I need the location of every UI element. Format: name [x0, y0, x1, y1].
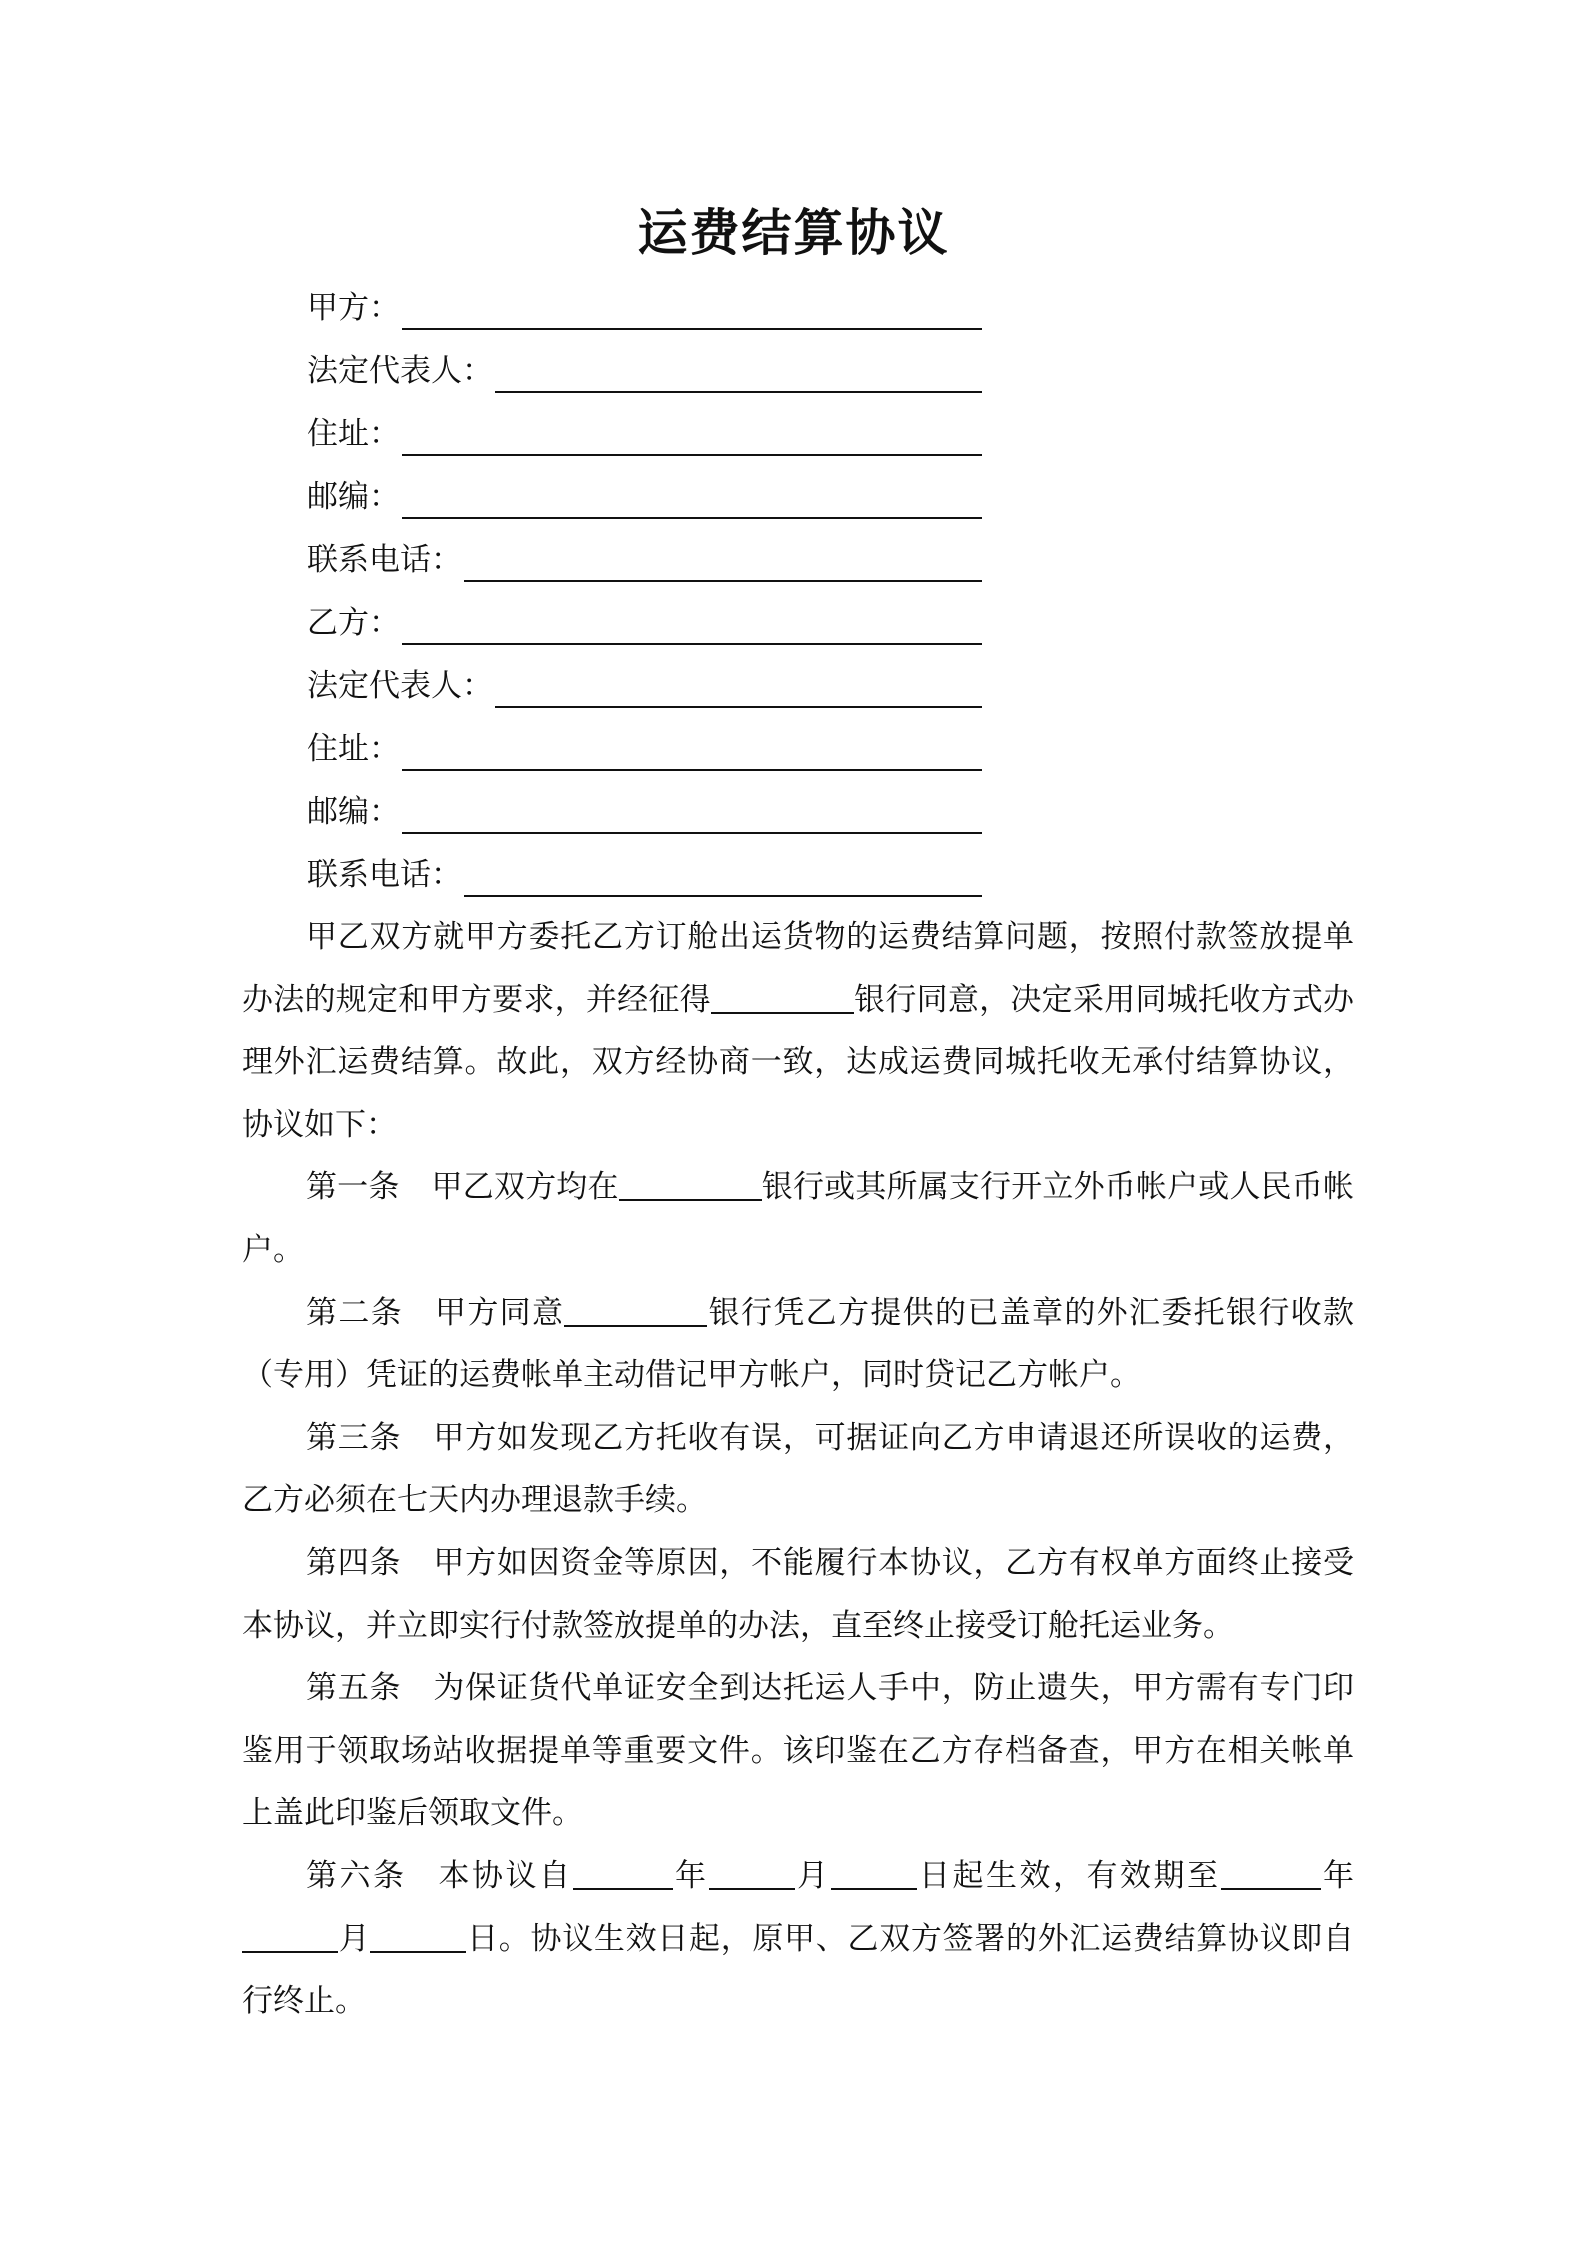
article-3-text: 甲方如发现乙方托收有误，可据证向乙方申请退还所误收的运费，乙方必须在七天内办理退款手续。 — [242, 1419, 1355, 1519]
article-1-bank-blank[interactable] — [619, 1169, 762, 1201]
article-6-text-2: 日起生效，有效期至 — [916, 1857, 1221, 1894]
article-6-start-day-blank[interactable] — [831, 1858, 917, 1890]
article-1-paragraph — [242, 1156, 1354, 1281]
party-a-phone-blank[interactable] — [464, 540, 982, 582]
party-a-postcode-field — [307, 471, 982, 519]
party-a-rep-blank[interactable] — [495, 351, 982, 393]
party-b-rep-blank[interactable] — [495, 666, 982, 708]
article-1-text-1: 甲乙双方均在 — [431, 1169, 619, 1206]
article-4-heading: 第四条 — [306, 1544, 402, 1581]
preamble-paragraph — [242, 906, 1354, 1156]
article-6-text-3: 日。协议生效日起，原甲、乙双方签署的外汇运费结算协议即自行终止。 — [242, 1920, 1355, 2020]
party-b-address-blank[interactable] — [402, 729, 982, 771]
party-a-postcode-label: 邮编： — [307, 479, 400, 515]
article-5-paragraph — [242, 1657, 1354, 1845]
preamble-text-2: 银行同意，决定采用同城托收方式办理外汇运费结算。故此，双方经协商一致，达成运费同城托收无承付结算协议，协议如下： — [242, 981, 1355, 1143]
preamble-bank-blank[interactable] — [711, 982, 854, 1014]
party-b-name-blank[interactable] — [402, 603, 982, 645]
party-a-address-blank[interactable] — [402, 414, 982, 456]
party-b-name-field — [307, 597, 982, 645]
article-2-heading: 第二条 — [306, 1294, 403, 1331]
article-6-heading: 第六条 — [306, 1857, 407, 1894]
party-a-name-field — [307, 282, 982, 330]
party-b-phone-label: 联系电话： — [307, 857, 462, 893]
document-title: 运费结算协议 — [637, 203, 950, 262]
party-b-postcode-field — [307, 786, 982, 834]
party-a-rep-field — [307, 345, 982, 393]
party-b-rep-label: 法定代表人： — [307, 668, 493, 704]
article-1-text-2: 银行或其所属支行开立外币帐户或人民币帐户。 — [242, 1169, 1355, 1268]
article-6-year-label: 年 — [672, 1857, 709, 1894]
agreement-body — [242, 906, 1354, 2033]
party-a-rep-label: 法定代表人： — [307, 353, 493, 389]
party-b-name-label: 乙方： — [307, 605, 400, 641]
article-4-paragraph — [242, 1532, 1354, 1657]
party-b-postcode-label: 邮编： — [307, 794, 400, 830]
party-b-phone-field — [307, 849, 982, 897]
party-a-address-label: 住址： — [307, 416, 400, 452]
party-b-rep-field — [307, 660, 982, 708]
article-4-text: 甲方如因资金等原因，不能履行本协议，乙方有权单方面终止接受本协议，并立即实行付款签放提单的办法，直至终止接受订舱托运业务。 — [242, 1544, 1355, 1644]
preamble-text-1: 甲乙双方就甲方委托乙方订舱出运货物的运费结算问题，按照付款签放提单办法的规定和甲方要求，并经征得 — [242, 919, 1354, 1018]
party-a-phone-field — [307, 534, 982, 582]
article-6-end-year-blank-part[interactable] — [1221, 1858, 1321, 1890]
article-6-end-day-blank[interactable] — [370, 1921, 466, 1953]
article-3-paragraph — [242, 1407, 1354, 1532]
party-a-phone-label: 联系电话： — [307, 542, 462, 578]
party-b-address-label: 住址： — [307, 731, 400, 767]
party-a-name-label: 甲方： — [307, 290, 400, 326]
article-2-text-2: 银行凭乙方提供的已盖章的外汇委托银行收款（专用）凭证的运费帐单主动借记甲方帐户，同时贷记乙方帐户。 — [242, 1294, 1355, 1394]
article-2-bank-blank[interactable] — [564, 1295, 707, 1327]
article-6-year2-label: 年 — [1320, 1857, 1354, 1894]
article-5-text: 为保证货代单证安全到达托运人手中，防止遗失，甲方需有专门印鉴用于领取场站收据提单等重要文件。该印鉴在乙方存档备查，甲方在相关帐单上盖此印鉴后领取文件。 — [242, 1670, 1355, 1832]
article-6-end-month-blank[interactable] — [242, 1921, 338, 1953]
party-b-postcode-blank[interactable] — [402, 792, 982, 834]
article-6-paragraph — [242, 1845, 1354, 2033]
party-a-postcode-blank[interactable] — [402, 477, 982, 519]
article-6-month-label: 月 — [794, 1857, 831, 1894]
article-2-text-1: 甲方同意 — [435, 1294, 565, 1331]
article-5-heading: 第五条 — [306, 1670, 402, 1707]
article-2-paragraph — [242, 1282, 1354, 1407]
party-b-phone-blank[interactable] — [464, 855, 982, 897]
article-1-heading: 第一条 — [306, 1169, 400, 1206]
article-6-month2-label: 月 — [338, 1920, 371, 1957]
article-6-start-year-blank[interactable] — [573, 1858, 673, 1890]
party-a-name-blank[interactable] — [402, 288, 982, 330]
party-b-address-field — [307, 723, 982, 771]
article-3-heading: 第三条 — [306, 1419, 402, 1456]
party-a-address-field — [307, 408, 982, 456]
article-6-start-month-blank[interactable] — [709, 1858, 795, 1890]
article-6-text-1: 本协议自 — [438, 1857, 573, 1894]
